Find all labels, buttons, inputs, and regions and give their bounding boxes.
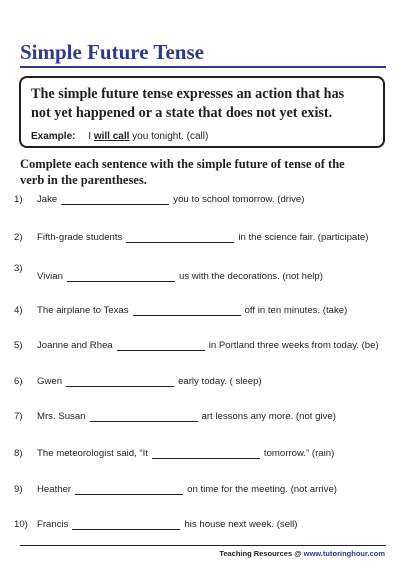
question-text-after: on time for the meeting. (not arrive)	[187, 484, 337, 495]
footer-label: Teaching Resources @	[219, 549, 302, 558]
question-body	[37, 271, 323, 282]
question-number: 10)	[14, 519, 28, 530]
question-5	[14, 340, 379, 351]
footer-divider	[20, 545, 386, 546]
instructions	[20, 156, 390, 188]
question-3	[14, 263, 323, 282]
question-number: 3)	[14, 263, 23, 274]
example-post: you tonight. (call)	[132, 131, 209, 142]
instructions-line-2: verb in the parentheses.	[20, 173, 147, 187]
definition-line-1: The simple future tense expresses an action that has	[31, 86, 345, 102]
definition-line-2: not yet happened or a state that does not yet exist.	[31, 105, 333, 121]
question-text-before: The meteorologist said, “It	[37, 448, 148, 459]
question-number: 5)	[14, 340, 23, 351]
question-text-after: art lessons any more. (not give)	[201, 411, 336, 422]
question-text-before: Fifth-grade students	[37, 232, 123, 243]
footer-url-link[interactable]: www.tutoringhour.com	[303, 549, 385, 558]
answer-blank[interactable]	[61, 194, 169, 205]
answer-blank[interactable]	[75, 484, 183, 495]
example-line	[31, 131, 373, 142]
question-1	[14, 194, 304, 205]
answer-blank[interactable]	[126, 232, 234, 243]
answer-blank[interactable]	[90, 411, 198, 422]
example-label: Example:	[31, 131, 76, 142]
question-text-after: in Portland three weeks from today. (be)	[208, 340, 379, 351]
footer	[219, 549, 385, 558]
question-text-after: us with the decorations. (not help)	[178, 271, 323, 282]
question-number: 8)	[14, 448, 23, 459]
question-text-after: his house next week. (sell)	[184, 519, 298, 530]
instructions-line-1: Complete each sentence with the simple future of tense of the	[20, 157, 345, 171]
question-6	[14, 376, 262, 387]
answer-blank[interactable]	[133, 305, 241, 316]
question-text-before: Francis	[37, 519, 69, 530]
question-number: 4)	[14, 305, 23, 316]
question-text-after: you to school tomorrow. (drive)	[173, 194, 305, 205]
question-text-before: Gwen	[37, 376, 63, 387]
question-9	[14, 484, 337, 495]
definition-box	[19, 76, 385, 148]
question-number: 7)	[14, 411, 23, 422]
question-text-after: off in ten minutes. (take)	[244, 305, 348, 316]
question-number: 6)	[14, 376, 23, 387]
question-text-before: Jake	[37, 194, 58, 205]
question-text-before: Mrs. Susan	[37, 411, 86, 422]
answer-blank[interactable]	[152, 448, 260, 459]
answer-blank[interactable]	[72, 519, 180, 530]
answer-blank[interactable]	[117, 340, 205, 351]
question-2	[14, 232, 368, 243]
question-number: 1)	[14, 194, 23, 205]
question-text-before: Joanne and Rhea	[37, 340, 113, 351]
question-4	[14, 305, 347, 316]
example-pre: I	[88, 131, 92, 142]
question-text-before: Heather	[37, 484, 72, 495]
question-7	[14, 411, 336, 422]
question-8	[14, 448, 334, 459]
question-text-before: Vivian	[37, 271, 63, 282]
answer-blank[interactable]	[67, 271, 175, 282]
title-underline	[20, 66, 386, 68]
question-text-after: early today. ( sleep)	[178, 376, 262, 387]
question-text-after: tomorrow.” (rain)	[263, 448, 335, 459]
question-text-before: The airplane to Texas	[37, 305, 129, 316]
example-answer: will call	[93, 131, 130, 142]
question-10	[14, 519, 298, 530]
question-number: 9)	[14, 484, 23, 495]
question-text-after: in the science fair. (participate)	[238, 232, 369, 243]
page-title: Simple Future Tense	[20, 40, 204, 64]
question-number: 2)	[14, 232, 23, 243]
answer-blank[interactable]	[66, 376, 174, 387]
